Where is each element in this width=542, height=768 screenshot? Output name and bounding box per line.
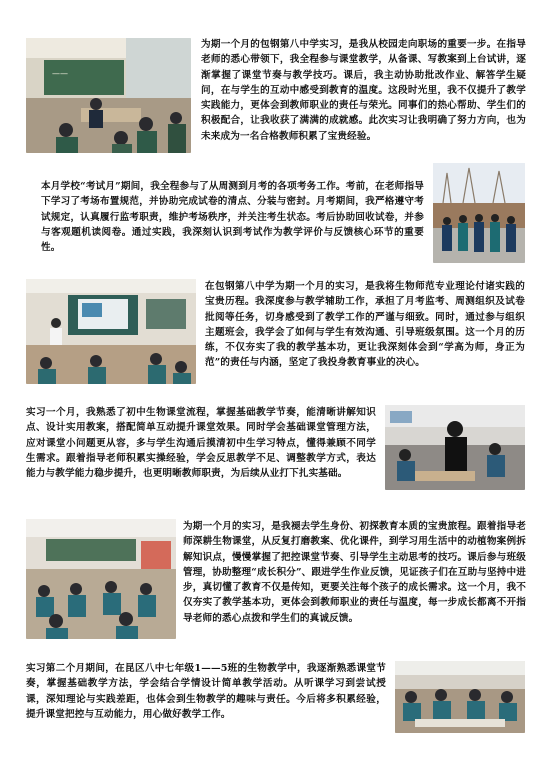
- section-1-text: 为期一个月的包钢第八中学实习，是我从校园走向职场的重要一步。在指导老师的悉心带领下，我全程参与课堂教学，从备课、写教案到上台试讲，逐渐掌握了课堂节奏与教学技巧。课后，我主动协助批改作业、解答学生疑问，在与学生的互动中感受到教育的温度。这段时光里，我不仅提升了教学实践能力，更体会到教师职业的责任与荣光。同事们的热心帮助、学生们的积极配合，让我收获了满满的成就感。此次实习让我明确了努力方向，也为未来成为一名合格教师积累了宝贵经验。: [201, 39, 526, 142]
- svg-text:——: ——: [52, 69, 68, 78]
- classroom-projector-photo: [26, 279, 196, 384]
- classroom-students-photo: [26, 519, 176, 639]
- students-outdoor-photo: [433, 163, 525, 263]
- classroom-blackboard-photo: [26, 38, 191, 153]
- section-4-text: 实习一个月，我熟悉了初中生物课堂流程，掌握基础教学节奏，能清晰讲解知识点、设计实用教案，搭配简单互动提升课堂效果。同时学会基础课堂管理方法，应对课堂小问题更从容，多与学生沟通后摸清初中生学习特点，懂得兼顾不同学生需求。跟着指导老师积累实操经验，学会反思教学不足、调整教学方式，表达能力与教学能力稳步提升，也更明晰教师职责，为后续从业打下扎实基础。: [26, 407, 376, 480]
- students-studying-photo: [395, 661, 525, 733]
- section-5-text: 为期一个月的实习，是我褪去学生身份、初探教育本质的宝贵旅程。跟着指导老师深耕生物课堂，从反复打磨教案、优化课件，到学习用生活中的动植物案例拆解知识点，慢慢掌握了把控课堂节奏、引导学生主动思考的技巧。课后参与班级管理，协助整理“成长积分”、跟进学生作业反馈，见证孩子们在互助与坚持中进步，真切懂了教育不仅是传知，更要关注每个孩子的成长需求。这一个月，我不仅夯实了教学基本功，更体会到教师职业的责任与温度，每一步成长都离不开指导老师的悉心点拨和学生们的真诚反馈。: [183, 521, 526, 624]
- teacher-tutoring-photo: [385, 405, 525, 490]
- section-3-text: 在包钢第八中学为期一个月的实习，是我将生物师范专业理论付诸实践的宝贵历程。我深度参与教学辅助工作，承担了月考监考、周测组织及试卷批阅等任务，切身感受到了教学工作的严谨与细致。同时，通过参与组织主题班会，我学会了如何与学生有效沟通、引导班级氛围。这一个月的历练，不仅夯实了我的教学基本功，更让我深刻体会到“学高为师，身正为范”的责任与内涵，坚定了我投身教育事业的决心。: [205, 281, 525, 369]
- section-6-text: 实习第二个月期间，在昆区八中七年级1——5班的生物教学中，我逐渐熟悉课堂节奏，掌握基础教学方法，学会结合学情设计简单教学活动。从听课学习到尝试授课，深知理论与实践差距，也体会到生物教学的趣味与责任。今后将多积累经验，提升课堂把控与互动能力，用心做好教学工作。: [26, 663, 386, 720]
- section-2-text: 本月学校“考试月”期间，我全程参与了从周测到月考的各项考务工作。考前，在老师指导下学习了考场布置规范，并协助完成试卷的清点、分装与密封。月考期间，我严格遵守考试规定，认真履行监考职责，维护考场秩序，并关注考生状态。考后协助回收试卷，并参与客观题机读阅卷。通过实践，我深刻认识到考试作为教学评价与反馈核心环节的重要性。: [41, 181, 424, 254]
